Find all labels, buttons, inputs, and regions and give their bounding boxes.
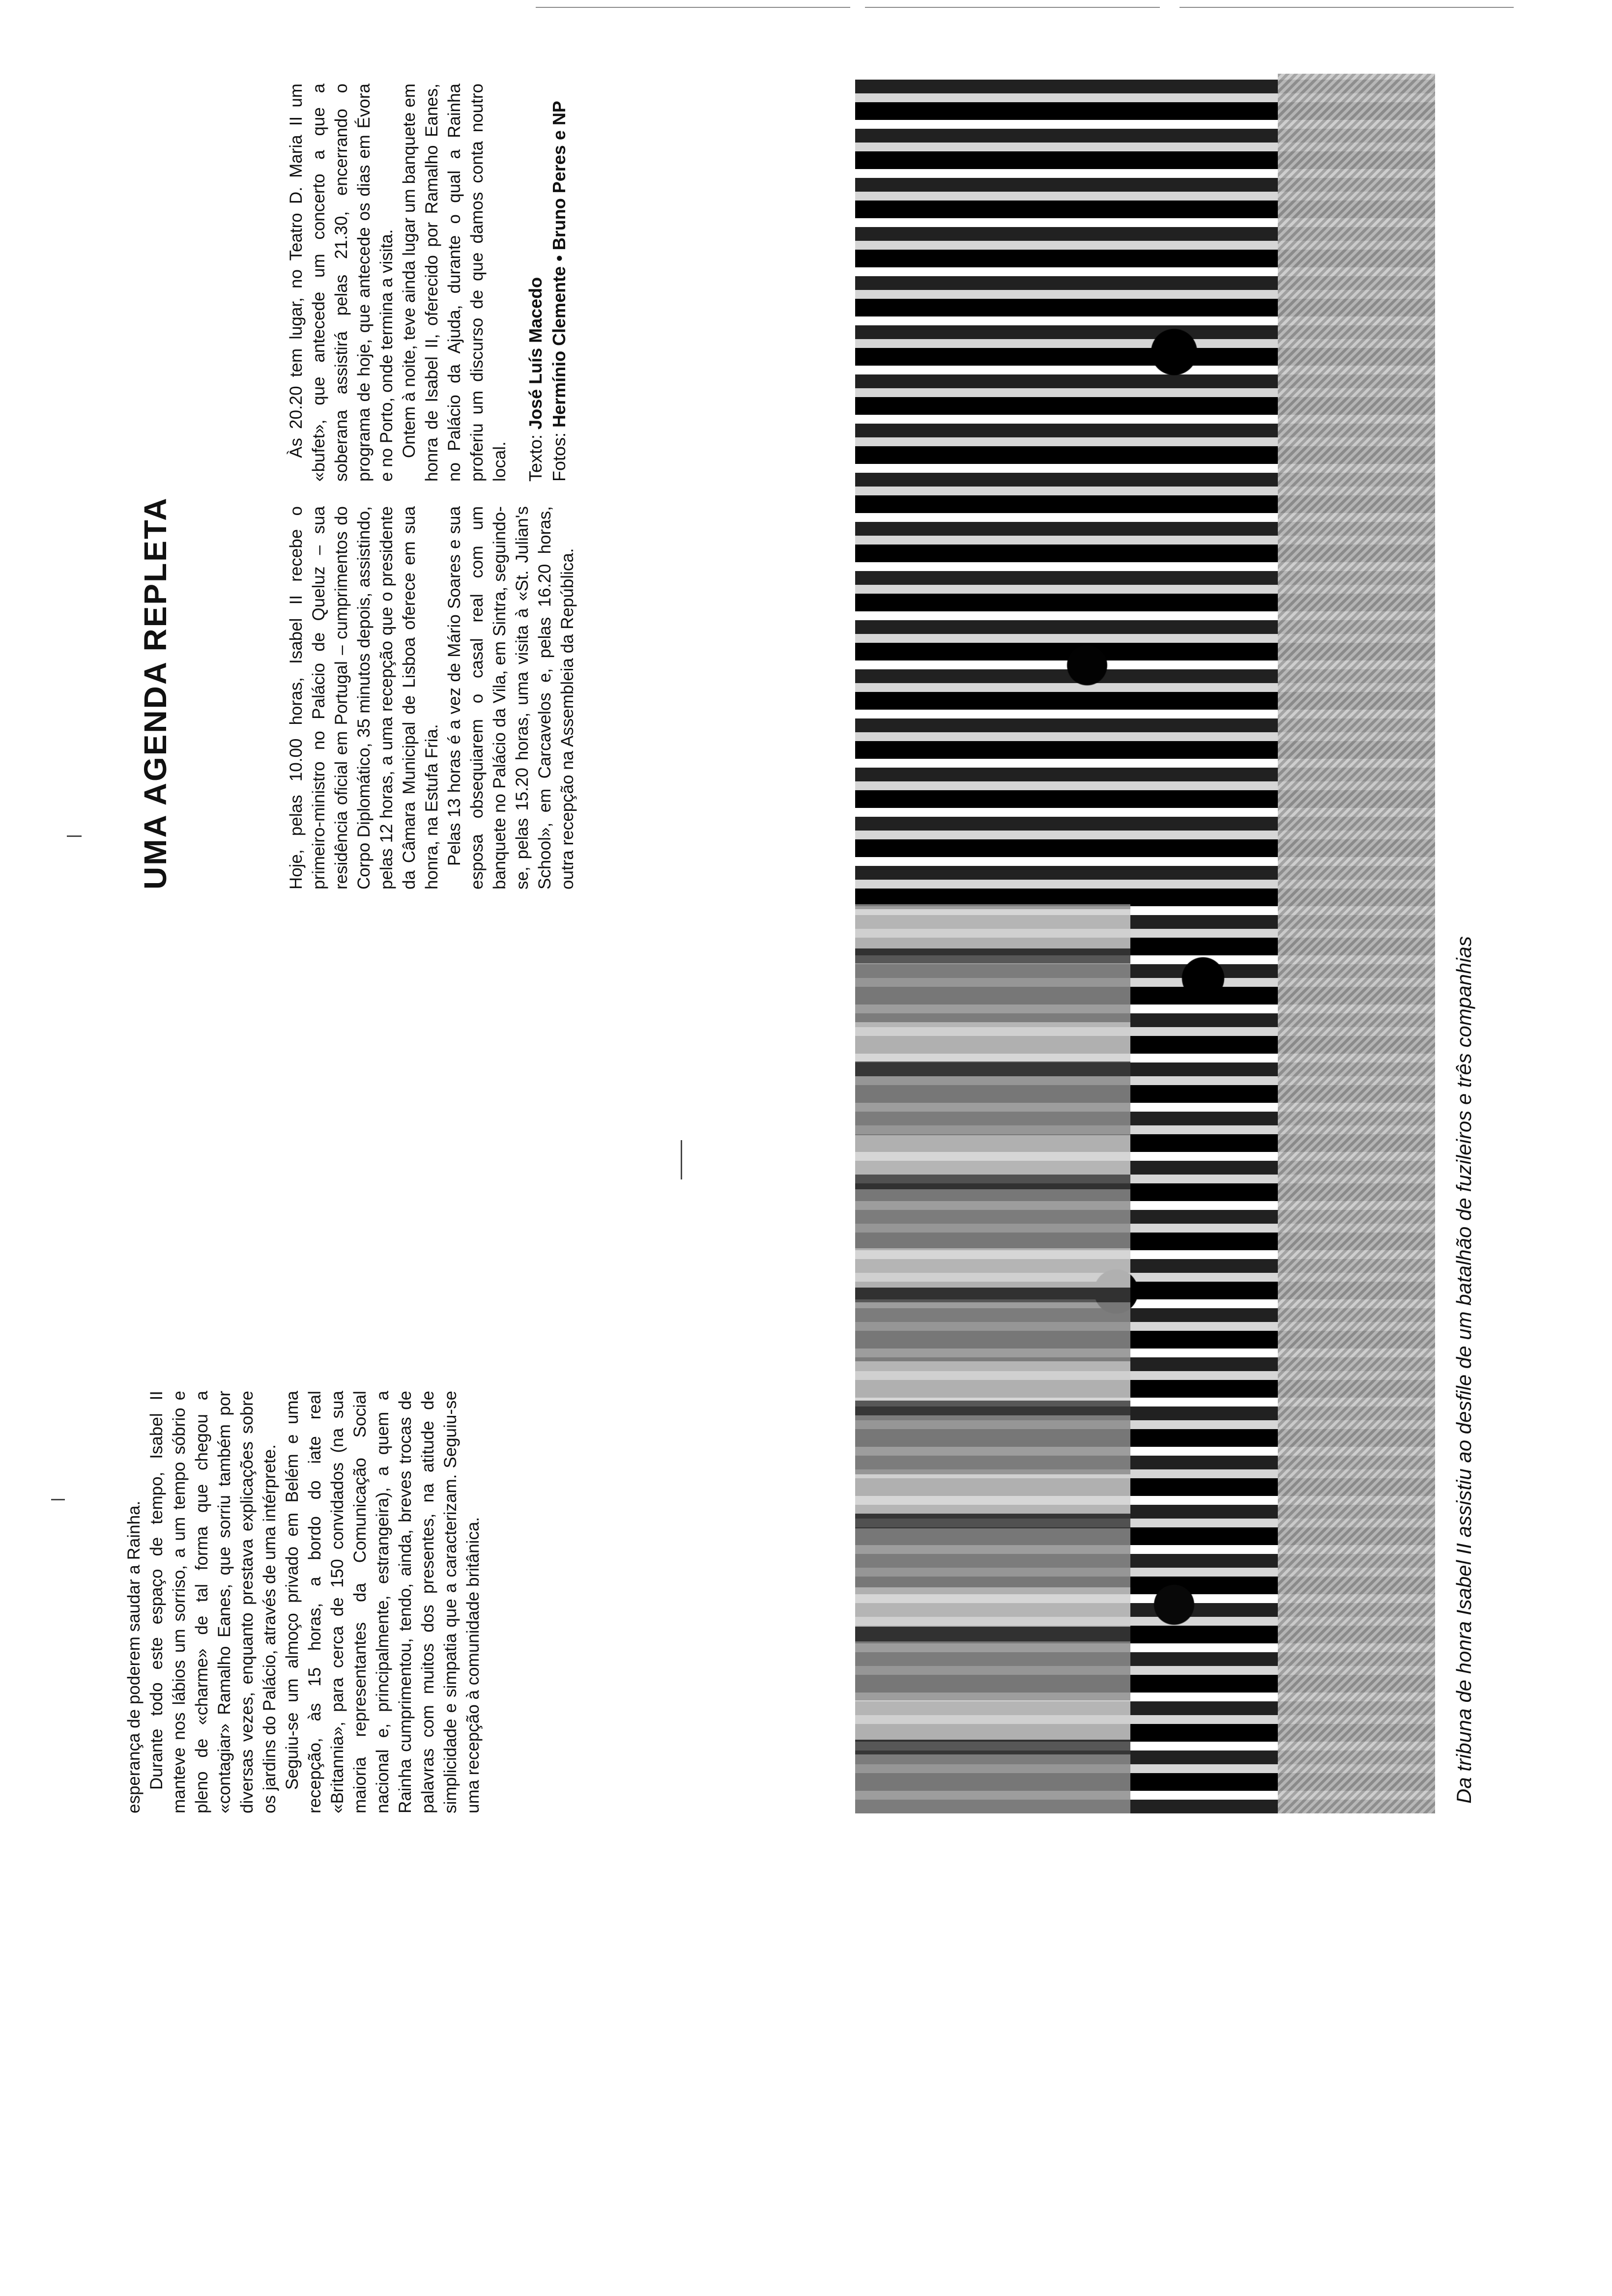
article-left-column: [123, 1391, 485, 1813]
paragraph: esperança de poderem saudar a Rainha.: [124, 1500, 144, 1813]
paragraph: Durante todo este espaço de tempo, Isabel II manteve nos lábios um sorriso, a um tempo sóbrio e pleno de «charme» de tal forma que chegou a «contagiar» Ramalho Eanes, que sorriu também por diversas vezes, enquanto prestava explicações sobre os jardins do Palácio, através de uma intérprete.: [147, 1391, 279, 1813]
newspaper-clipping: [123, 74, 1475, 1813]
paragraph: Ontem à noite, teve ainda lugar um banquete em honra de Isabel II, oferecido por Ramalho Eanes, no Palácio da Ajuda, durante o qual a Rainha proferiu um discurso de que damos conta noutro local.: [400, 84, 509, 482]
paragraph: Às 20.20 tem lugar, no Teatro D. Maria II um «bufet», que antecede um concerto a que a soberana assistirá pelas 21.30, encerrando o programa de hoje, que antecede os dias em Évora e no Porto, onde termina a visita.: [287, 84, 396, 482]
paragraph: Pelas 13 horas é a vez de Mário Soares e sua esposa obsequiarem o casal real com um banquete no Palácio da Vila, em Sintra, seguindo-se, pelas 15.20 horas, uma visita à «St. Julian's School», em Carcavelos e, pelas 16.20 horas, outra recepção na Assembleia da República.: [445, 506, 577, 890]
credits-photo-label: Fotos:: [549, 432, 569, 482]
paragraph: Seguiu-se um almoço privado em Belém e uma recepção, às 15 horas, a bordo do iate real «Britannia», para cerca de 150 convidados (na sua maioria representantes da Comunicação Social nacional e, principalmente, estrangeira), a quem a Rainha cumprimentou, tendo, ainda, breves trocas de palavras com muitos dos presentes, na atitude de simplicidade e simpatia que a caracterizam. Seguiu-se uma recepção à comunidade britânica.: [283, 1391, 483, 1813]
margin-mark: [67, 835, 82, 837]
photo-caption: Da tribuna de honra Isabel II assistiu ao desfile de um batalhão de fuzileiros e três companhias: [1452, 936, 1475, 1804]
credits-text-label: Texto:: [525, 434, 546, 482]
agenda-column-b: [285, 84, 571, 482]
scan-line: [536, 7, 850, 8]
credits: [524, 84, 571, 482]
paragraph: Hoje, pelas 10.00 horas, Isabel II recebe o primeiro-ministro no Palácio de Queluz – sua residência oficial em Portugal – cumprimentos do Corpo Diplomático, 35 minutos depois, assistindo, pelas 12 horas, a uma recepção que o presidente da Câmara Municipal de Lisboa oferece em sua honra, na Estufa Fria.: [287, 506, 441, 890]
credits-text-author: José Luís Macedo: [525, 277, 546, 430]
palace-facade: [855, 904, 1130, 1813]
scan-line: [1180, 7, 1514, 8]
margin-mark: [51, 1499, 65, 1500]
parade-ground: [1278, 74, 1435, 1813]
credits-photo-authors: Hermínio Clemente • Bruno Peres e NP: [549, 101, 569, 428]
scan-line: [865, 7, 1160, 8]
agenda-column-a: [285, 506, 579, 890]
headline: UMA AGENDA REPLETA: [138, 496, 173, 890]
